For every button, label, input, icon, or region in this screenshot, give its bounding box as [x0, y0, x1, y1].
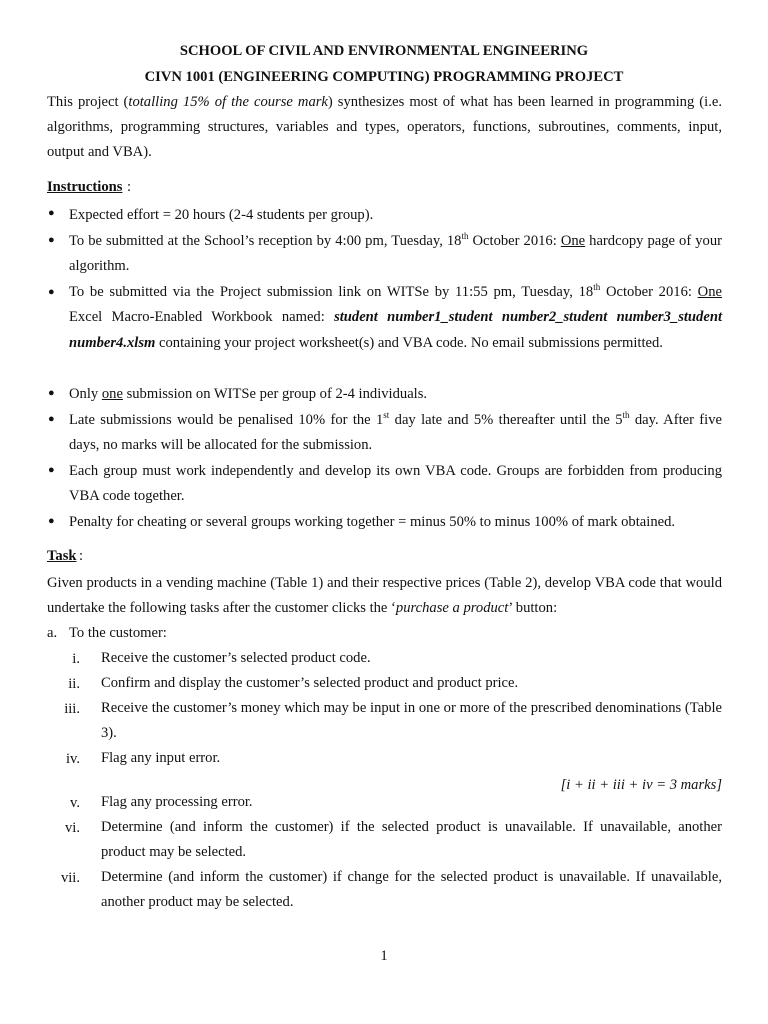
- bullet-icon: ●: [48, 413, 55, 425]
- underlined-text: One: [560, 233, 586, 249]
- bullet-icon: ●: [48, 286, 55, 298]
- list-text-a: To the customer:: [69, 625, 167, 641]
- instruction-item: [69, 408, 722, 459]
- item-text: hardcopy page of your algorithm.: [69, 233, 722, 275]
- item-text: day late and 5% thereafter until the 5: [389, 412, 623, 428]
- roman-number: iii.: [64, 701, 80, 717]
- task-text: Given products in a vending machine (Table 1) and their respective prices (Table 2), develop VBA code that would undertake the following tasks after the customer clicks the ‘: [47, 575, 722, 616]
- course-title: CIVN 1001 (ENGINEERING COMPUTING) PROGRAMMING PROJECT: [144, 69, 624, 85]
- task-heading: [47, 548, 77, 565]
- task-italic: purchase a product: [395, 600, 509, 616]
- item-text: Only: [69, 386, 102, 402]
- roman-number: ii.: [68, 676, 80, 692]
- school-title: SCHOOL OF CIVIL AND ENVIRONMENTAL ENGINEERING: [179, 43, 589, 59]
- task-item: Determine (and inform the customer) if change for the selected product is unavailable. If unavailable, another product may be selected.: [101, 869, 722, 910]
- instruction-item: [69, 229, 722, 280]
- task-paragraph: [47, 571, 722, 621]
- roman-number: vi.: [65, 820, 80, 836]
- roman-number: iv.: [65, 751, 80, 767]
- underlined-text: one: [101, 386, 123, 402]
- instruction-item: [69, 280, 722, 356]
- intro-text-rest: ) synthesizes most of what has been learned in programming (i.e. algorithms, programming structures, variables and types, operators, functions, subroutines, comments, input, output and VBA).: [47, 94, 722, 160]
- intro-paragraph: [47, 90, 722, 165]
- item-text: submission on WITSe per group of 2-4 individuals.: [122, 386, 428, 402]
- item-text: Late submissions would be penalised 10% for the 1: [69, 412, 384, 428]
- item-text: To be submitted at the School’s reception by 4:00 pm, Tuesday, 18: [69, 233, 462, 249]
- item-text: containing your project worksheet(s) and VBA code. No email submissions permitted.: [155, 334, 663, 351]
- instructions-heading-text: Instructions: [47, 179, 123, 195]
- instruction-item: Penalty for cheating or several groups working together = minus 50% to minus 100% of mark obtained.: [69, 514, 676, 530]
- intro-italic: totalling 15% of the course mark: [128, 94, 328, 110]
- intro-text-start: This project (: [47, 94, 129, 110]
- superscript: th: [622, 410, 630, 421]
- item-text: October 2016:: [468, 233, 561, 249]
- task-item: Flag any input error.: [101, 750, 221, 766]
- item-text: Excel Macro-Enabled Workbook named:: [69, 309, 335, 326]
- task-heading-text: Task: [47, 548, 77, 564]
- task-item: Receive the customer’s money which may be input in one or more of the prescribed denominations (Table 3).: [101, 700, 722, 741]
- bullet-icon: ●: [48, 207, 55, 219]
- instruction-item: Each group must work independently and develop its own VBA code. Groups are forbidden from producing VBA code together.: [69, 463, 722, 505]
- item-text: October 2016:: [600, 284, 698, 300]
- superscript: th: [461, 231, 469, 242]
- bullet-icon: ●: [48, 234, 55, 246]
- task-item: Confirm and display the customer’s selected product and product price.: [101, 675, 519, 691]
- bullet-icon: ●: [48, 515, 55, 527]
- list-label-a: a.: [47, 625, 58, 641]
- instruction-item: [69, 382, 722, 407]
- item-text: To be submitted via the Project submission link on WITSe by 11:55 pm, Tuesday, 18: [69, 284, 594, 300]
- item-text: day. After five days, no marks will be allocated for the submission.: [69, 412, 722, 454]
- bullet-icon: ●: [48, 387, 55, 399]
- task-item: Determine (and inform the customer) if the selected product is unavailable. If unavailable, another product may be selected.: [101, 819, 722, 860]
- task-colon: :: [79, 548, 84, 564]
- instructions-heading: [47, 179, 122, 196]
- task-text: ’ button:: [508, 600, 558, 616]
- roman-number: i.: [72, 651, 80, 667]
- bullet-icon: ●: [48, 464, 55, 476]
- instruction-item: Expected effort = 20 hours (2-4 students per group).: [69, 207, 374, 223]
- marks-allocation: [i + ii + iii + iv = 3 marks]: [560, 777, 722, 793]
- task-item: Receive the customer’s selected product code.: [101, 650, 371, 666]
- superscript: th: [593, 282, 601, 293]
- instructions-colon: :: [127, 179, 132, 195]
- underlined-text: One: [697, 284, 722, 300]
- page-number: 1: [380, 948, 388, 964]
- roman-number: vii.: [60, 870, 80, 886]
- task-item: Flag any processing error.: [101, 794, 253, 810]
- roman-number: v.: [70, 795, 80, 811]
- superscript: st: [383, 410, 390, 421]
- filename-text: student number1_student number2_student number3_student number4.xlsm: [69, 309, 722, 351]
